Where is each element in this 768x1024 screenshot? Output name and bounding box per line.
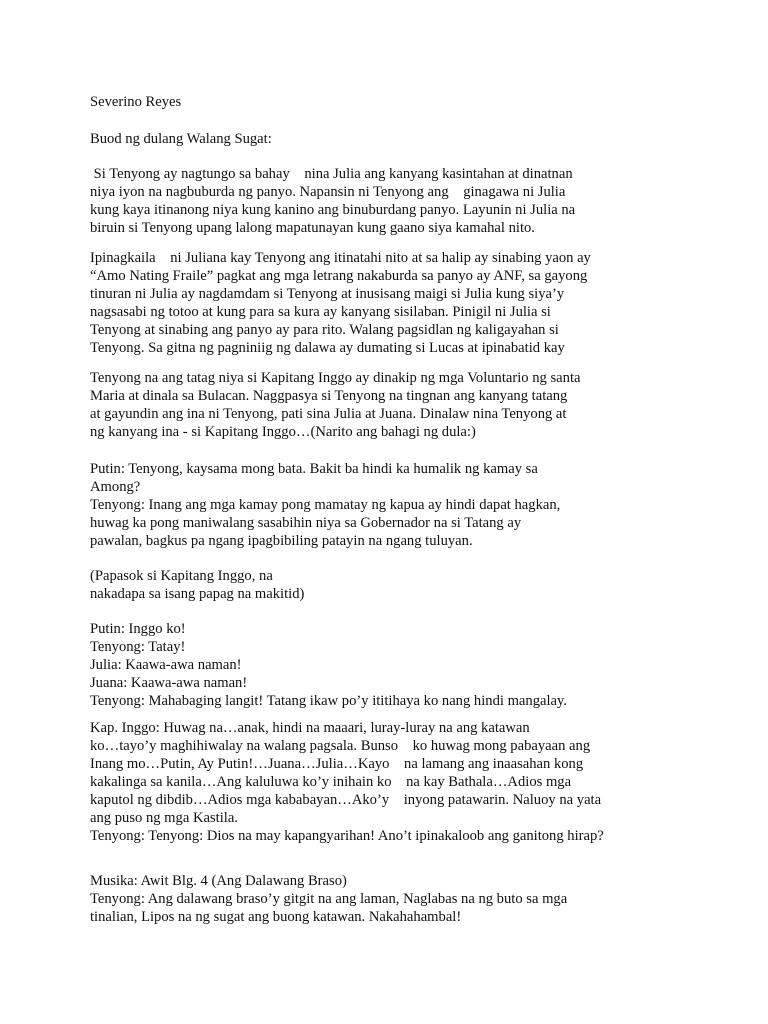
song-title: Musika: Awit Blg. 4 (Ang Dalawang Braso)	[90, 873, 347, 889]
dialogue-line: Among?	[90, 479, 141, 495]
text-line: Si Tenyong ay nagtungo sa bahay nina Julia ang kanyang kasintahan at dinatnan	[90, 166, 573, 182]
text-line: “Amo Nating Fraile” pagkat ang mga letrang nakaburda sa panyo ay ANF, sa gayong	[90, 268, 588, 284]
dialogue-line: Tenyong: Inang ang mga kamay pong mamatay ng kapua ay hindi dapat hagkan,	[90, 497, 561, 513]
stage-direction-line: nakadapa sa isang papag na makitid)	[90, 586, 305, 602]
dialogue-line: Juana: Kaawa-awa naman!	[90, 675, 248, 691]
dialogue-line: pawalan, bagkus pa ngang ipagbibiling patayin na ngang tuluyan.	[90, 533, 473, 549]
text-line: nagsasabi ng totoo at kung para sa kura ay kanyang sisilaban. Pinigil ni Julia si	[90, 304, 551, 320]
dialogue-line: Tenyong: Mahabaging langit! Tatang ikaw po’y ititihaya ko nang hindi mangalay.	[90, 693, 568, 709]
text-line: at gayundin ang ina ni Tenyong, pati sina Julia at Juana. Dinalaw nina Tenyong at	[90, 406, 567, 422]
dialogue-line: tinalian, Lipos na ng sugat ang buong katawan. Nakahahambal!	[90, 909, 462, 925]
text-line: kung kaya itinanong niya kung kanino ang binuburdang panyo. Layunin ni Julia na	[90, 202, 576, 218]
dialogue-line: ko…tayo’y maghihiwalay na walang pagsala. Bunso ko huwag mong pabayaan ang	[90, 738, 591, 754]
text-line: Tenyong. Sa gitna ng pagniniig ng dalawa ay dumating si Lucas at ipinabatid kay	[90, 340, 565, 356]
document-heading: Buod ng dulang Walang Sugat:	[90, 131, 272, 147]
dialogue-line: kakalinga sa kanila…Ang kaluluwa ko’y inihain ko na kay Bathala…Adios mga	[90, 774, 572, 790]
dialogue-line: Tenyong: Tenyong: Dios na may kapangyarihan! Ano’t ipinakaloob ang ganitong hirap?	[90, 828, 604, 844]
text-line: tinuran ni Julia ay nagdamdam si Tenyong at inusisang maigi si Julia kung siya’y	[90, 286, 565, 302]
dialogue-line: kaputol ng dibdib…Adios mga kababayan…Ako’y inyong patawarin. Naluoy na yata	[90, 792, 602, 808]
dialogue-line: ang puso ng mga Kastila.	[90, 810, 238, 826]
dialogue-line: Tenyong: Ang dalawang braso’y gitgit na ang laman, Naglabas na ng buto sa mga	[90, 891, 568, 907]
author-name: Severino Reyes	[90, 94, 182, 110]
text-line: Tenyong at sinabing ang panyo ay para rito. Walang pagsidlan ng kaligayahan si	[90, 322, 559, 338]
text-line: Ipinagkaila ni Juliana kay Tenyong ang itinatahi nito at sa halip ay sinabing yaon ay	[90, 250, 591, 266]
text-line: Tenyong na ang tatag niya si Kapitang Inggo ay dinakip ng mga Voluntario ng santa	[90, 370, 581, 386]
dialogue-line: Inang mo…Putin, Ay Putin!…Juana…Julia…Kayo na lamang ang inaasahan kong	[90, 756, 584, 772]
text-line: biruin si Tenyong upang lalong mapatunayan kung gaano siya kamahal nito.	[90, 220, 535, 236]
dialogue-line: Kap. Inggo: Huwag na…anak, hindi na maaari, luray-luray na ang katawan	[90, 720, 530, 736]
text-line: niya iyon na nagbuburda ng panyo. Napansin ni Tenyong ang ginagawa ni Julia	[90, 184, 566, 200]
stage-direction-line: (Papasok si Kapitang Inggo, na	[90, 568, 273, 584]
dialogue-line: huwag ka pong maniwalang sasabihin niya sa Gobernador na si Tatang ay	[90, 515, 522, 531]
dialogue-line: Tenyong: Tatay!	[90, 639, 186, 655]
dialogue-line: Putin: Tenyong, kaysama mong bata. Bakit ba hindi ka humalik ng kamay sa	[90, 461, 538, 477]
dialogue-line: Julia: Kaawa-awa naman!	[90, 657, 242, 673]
dialogue-line: Putin: Inggo ko!	[90, 621, 186, 637]
text-line: ng kanyang ina - si Kapitang Inggo…(Narito ang bahagi ng dula:)	[90, 424, 476, 440]
text-line: Maria at dinala sa Bulacan. Naggpasya si Tenyong na tingnan ang kanyang tatang	[90, 388, 568, 404]
